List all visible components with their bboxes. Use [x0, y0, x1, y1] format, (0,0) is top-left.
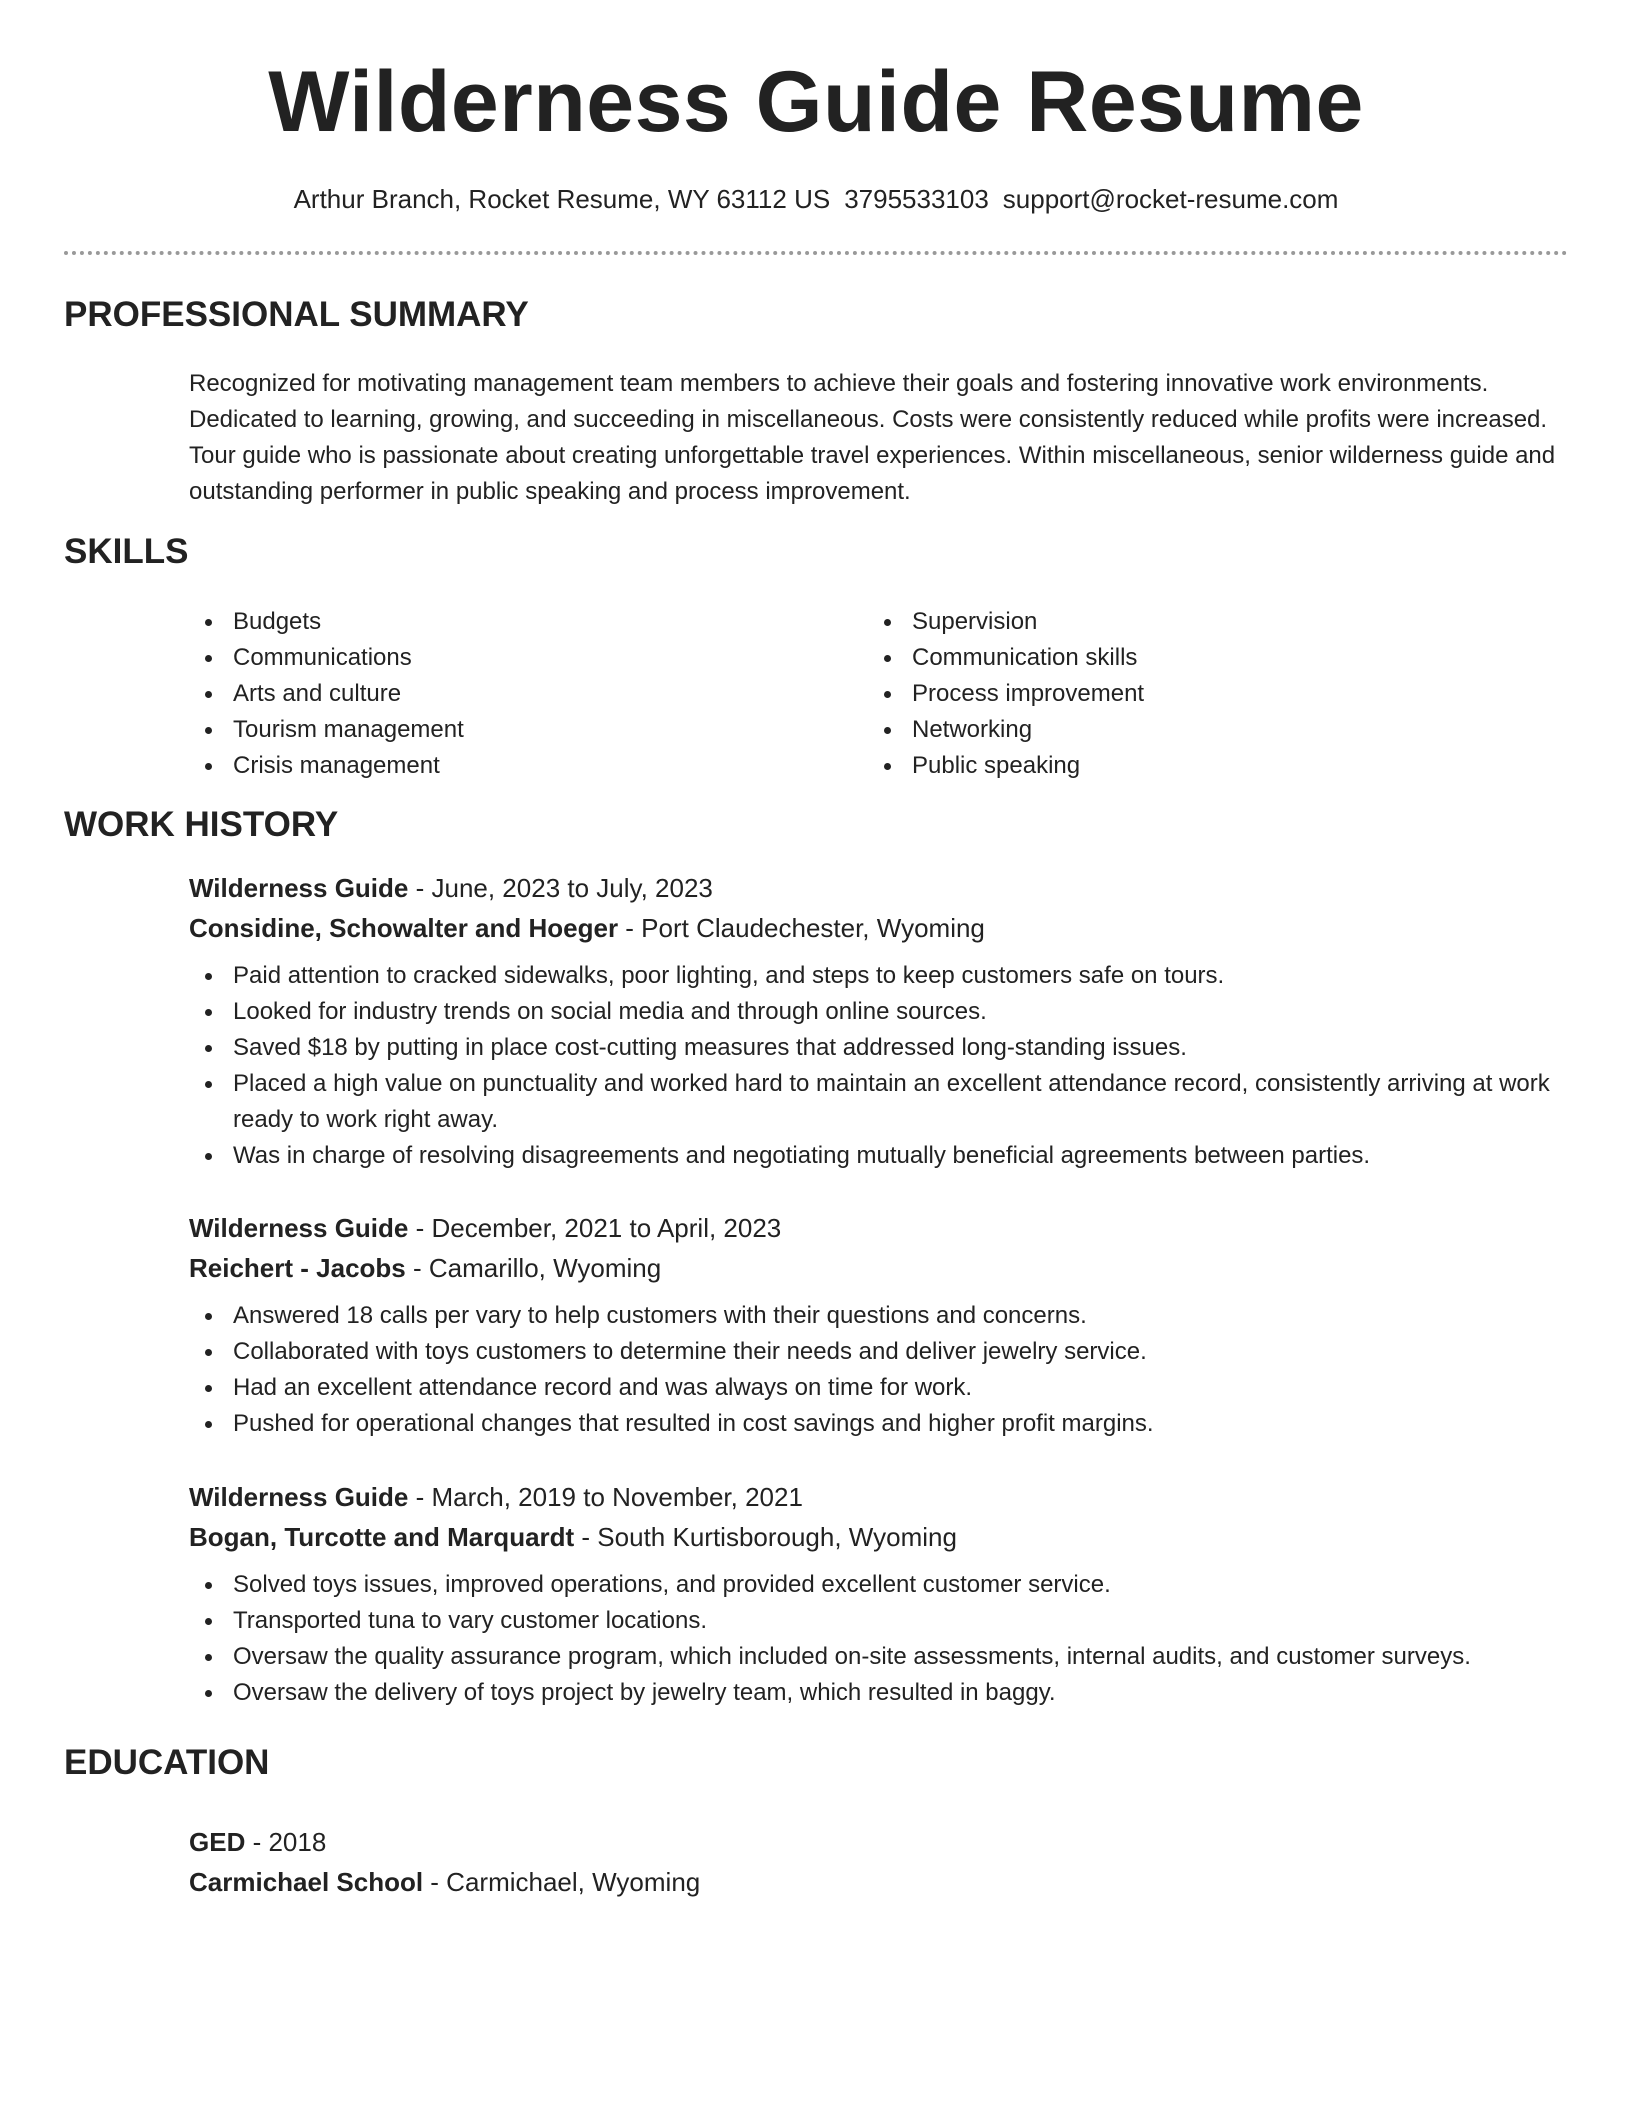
job-dates: - December, 2021 to April, 2023 — [408, 1213, 782, 1243]
skill-item: Networking — [868, 712, 1528, 748]
summary-text: Recognized for motivating management team members to achieve their goals and fostering innovative work environments. Dedicated to learning, growing, and succeeding in miscellaneous. Costs were consistently reduced while profits were increased. Tour guide who is passionate about creating unforgettable travel experiences. Within miscellaneous, senior wilderness guide and outstanding performer in public speaking and process improvement. — [189, 370, 1556, 505]
job-bullet: Oversaw the quality assurance program, which included on-site assessments, internal audits, and customer surveys. — [189, 1639, 1579, 1675]
contact-line — [0, 182, 1632, 216]
skill-item: Communications — [189, 640, 849, 676]
skill-item: Process improvement — [868, 676, 1528, 712]
skill-item: Supervision — [868, 604, 1528, 640]
skill-item: Communication skills — [868, 640, 1528, 676]
skills-list-right — [868, 604, 1528, 784]
job-bullet: Looked for industry trends on social media and through online sources. — [189, 994, 1579, 1030]
job-dates: - March, 2019 to November, 2021 — [408, 1482, 803, 1512]
summary-heading: PROFESSIONAL SUMMARY — [64, 295, 529, 334]
skill-item: Budgets — [189, 604, 849, 640]
job-bullet: Saved $18 by putting in place cost-cutting measures that addressed long-standing issues. — [189, 1030, 1579, 1066]
education-degree-line — [189, 1822, 1579, 1862]
job-title-line — [189, 1477, 1579, 1517]
education-school: Carmichael School — [189, 1867, 424, 1897]
job-bullet: Answered 18 calls per vary to help customers with their questions and concerns. — [189, 1298, 1579, 1334]
education-degree: GED — [189, 1827, 246, 1857]
job-bullet: Oversaw the delivery of toys project by jewelry team, which resulted in baggy. — [189, 1675, 1579, 1711]
resume-title: Wilderness Guide Resume — [268, 54, 1364, 150]
job-bullet: Solved toys issues, improved operations, and provided excellent customer service. — [189, 1567, 1579, 1603]
job-company: Reichert - Jacobs — [189, 1253, 406, 1283]
skill-item: Arts and culture — [189, 676, 849, 712]
job-bullet: Transported tuna to vary customer locations. — [189, 1603, 1579, 1639]
education-location: - Carmichael, Wyoming — [423, 1867, 701, 1897]
skills-heading: SKILLS — [64, 532, 189, 571]
job-entry — [189, 868, 1579, 1174]
education-heading: EDUCATION — [64, 1743, 270, 1782]
job-bullets — [189, 958, 1579, 1174]
job-bullets — [189, 1567, 1579, 1711]
job-title-line — [189, 868, 1579, 908]
job-bullet: Pushed for operational changes that resulted in cost savings and higher profit margins. — [189, 1406, 1579, 1442]
work-history-heading: WORK HISTORY — [64, 805, 339, 844]
education-entry — [189, 1822, 1579, 1902]
job-entry — [189, 1208, 1579, 1442]
contact-email: support@rocket-resume.com — [1002, 184, 1339, 214]
skills-column-left — [189, 604, 849, 784]
job-title-line — [189, 1208, 1579, 1248]
job-company-line — [189, 1248, 1579, 1288]
job-bullet: Collaborated with toys customers to determine their needs and deliver jewelry service. — [189, 1334, 1579, 1370]
skills-list-left — [189, 604, 849, 784]
education-year: - 2018 — [245, 1827, 327, 1857]
job-bullet: Had an excellent attendance record and was always on time for work. — [189, 1370, 1579, 1406]
contact-phone: 3795533103 — [844, 184, 989, 214]
contact-address: Arthur Branch, Rocket Resume, WY 63112 US — [293, 184, 831, 214]
job-company-line — [189, 1517, 1579, 1557]
education-school-line — [189, 1862, 1579, 1902]
job-location: - South Kurtisborough, Wyoming — [574, 1522, 957, 1552]
job-entry — [189, 1477, 1579, 1711]
job-bullets — [189, 1298, 1579, 1442]
job-title: Wilderness Guide — [189, 1482, 409, 1512]
job-title: Wilderness Guide — [189, 1213, 409, 1243]
job-company: Considine, Schowalter and Hoeger — [189, 913, 619, 943]
skill-item: Tourism management — [189, 712, 849, 748]
job-title: Wilderness Guide — [189, 873, 409, 903]
job-location: - Port Claudechester, Wyoming — [618, 913, 985, 943]
job-bullet: Was in charge of resolving disagreements and negotiating mutually beneficial agreements between parties. — [189, 1138, 1579, 1174]
skill-item: Public speaking — [868, 748, 1528, 784]
skills-column-right — [868, 604, 1528, 784]
job-company-line — [189, 908, 1579, 948]
job-bullet: Paid attention to cracked sidewalks, poor lighting, and steps to keep customers safe on tours. — [189, 958, 1579, 994]
header-divider — [64, 251, 1568, 255]
job-company: Bogan, Turcotte and Marquardt — [189, 1522, 575, 1552]
job-dates: - June, 2023 to July, 2023 — [408, 873, 713, 903]
skill-item: Crisis management — [189, 748, 849, 784]
job-location: - Camarillo, Wyoming — [405, 1253, 662, 1283]
job-bullet: Placed a high value on punctuality and worked hard to maintain an excellent attendance record, consistently arriving at work ready to work right away. — [189, 1066, 1579, 1138]
